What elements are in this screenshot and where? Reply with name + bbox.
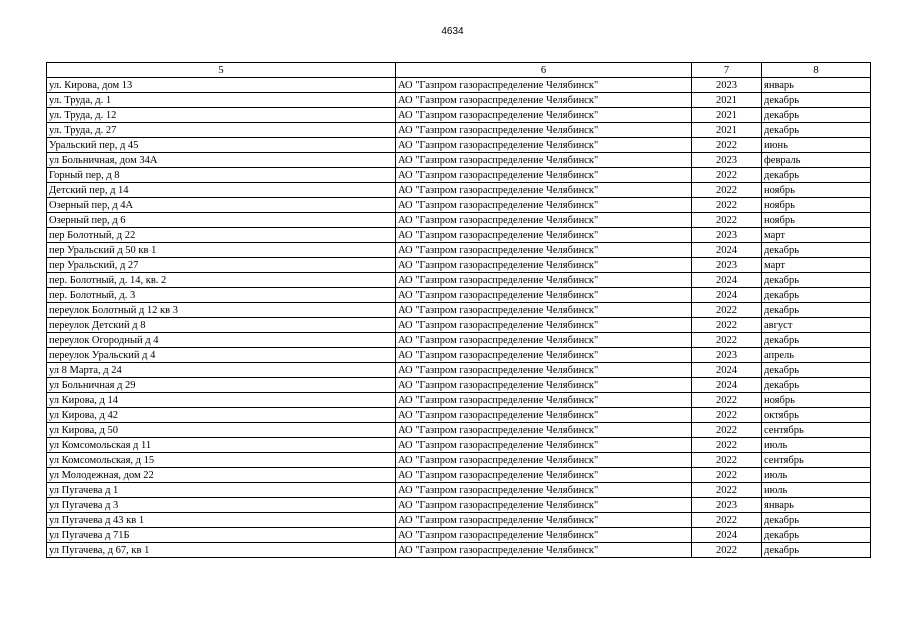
register-table bbox=[46, 62, 871, 558]
table-row bbox=[47, 108, 871, 123]
address-cell: переулок Огородный д 4 bbox=[47, 333, 396, 348]
organization-cell: АО "Газпром газораспределение Челябинск" bbox=[396, 303, 692, 318]
address-cell: ул Кирова, д 14 bbox=[47, 393, 396, 408]
address-cell: Озерный пер, д 4А bbox=[47, 198, 396, 213]
month-cell: ноябрь bbox=[762, 213, 871, 228]
address-cell: переулок Болотный д 12 кв 3 bbox=[47, 303, 396, 318]
year-cell: 2023 bbox=[692, 258, 762, 273]
year-cell: 2024 bbox=[692, 378, 762, 393]
month-cell: декабрь bbox=[762, 168, 871, 183]
table-row bbox=[47, 183, 871, 198]
year-cell: 2022 bbox=[692, 213, 762, 228]
table-row bbox=[47, 393, 871, 408]
month-cell: декабрь bbox=[762, 513, 871, 528]
organization-cell: АО "Газпром газораспределение Челябинск" bbox=[396, 348, 692, 363]
table-row bbox=[47, 363, 871, 378]
organization-cell: АО "Газпром газораспределение Челябинск" bbox=[396, 288, 692, 303]
year-cell: 2022 bbox=[692, 333, 762, 348]
table-row bbox=[47, 78, 871, 93]
page-number: 4634 bbox=[441, 26, 464, 37]
table-row bbox=[47, 123, 871, 138]
table-row bbox=[47, 243, 871, 258]
month-cell: декабрь bbox=[762, 378, 871, 393]
year-cell: 2024 bbox=[692, 273, 762, 288]
table-row bbox=[47, 378, 871, 393]
table-row bbox=[47, 288, 871, 303]
month-cell: январь bbox=[762, 78, 871, 93]
address-cell: ул Пугачева д 1 bbox=[47, 483, 396, 498]
organization-cell: АО "Газпром газораспределение Челябинск" bbox=[396, 438, 692, 453]
address-cell: пер. Болотный, д. 14, кв. 2 bbox=[47, 273, 396, 288]
table-row bbox=[47, 318, 871, 333]
table-row bbox=[47, 258, 871, 273]
table-row bbox=[47, 303, 871, 318]
organization-cell: АО "Газпром газораспределение Челябинск" bbox=[396, 183, 692, 198]
table-row bbox=[47, 483, 871, 498]
table-row bbox=[47, 228, 871, 243]
year-cell: 2022 bbox=[692, 303, 762, 318]
organization-cell: АО "Газпром газораспределение Челябинск" bbox=[396, 243, 692, 258]
column-header-7: 7 bbox=[692, 63, 762, 78]
year-cell: 2022 bbox=[692, 198, 762, 213]
address-cell: ул Пугачева, д 67, кв 1 bbox=[47, 543, 396, 558]
address-cell: ул Пугачева д 3 bbox=[47, 498, 396, 513]
table-row bbox=[47, 468, 871, 483]
address-cell: Уральский пер, д 45 bbox=[47, 138, 396, 153]
year-cell: 2024 bbox=[692, 363, 762, 378]
address-cell: переулок Уральский д 4 bbox=[47, 348, 396, 363]
organization-cell: АО "Газпром газораспределение Челябинск" bbox=[396, 483, 692, 498]
table-row bbox=[47, 93, 871, 108]
organization-cell: АО "Газпром газораспределение Челябинск" bbox=[396, 93, 692, 108]
year-cell: 2023 bbox=[692, 498, 762, 513]
address-cell: ул. Труда, д. 1 bbox=[47, 93, 396, 108]
year-cell: 2022 bbox=[692, 408, 762, 423]
organization-cell: АО "Газпром газораспределение Челябинск" bbox=[396, 153, 692, 168]
month-cell: апрель bbox=[762, 348, 871, 363]
organization-cell: АО "Газпром газораспределение Челябинск" bbox=[396, 318, 692, 333]
address-cell: ул. Труда, д. 12 bbox=[47, 108, 396, 123]
organization-cell: АО "Газпром газораспределение Челябинск" bbox=[396, 213, 692, 228]
month-cell: декабрь bbox=[762, 243, 871, 258]
month-cell: июль bbox=[762, 468, 871, 483]
month-cell: сентябрь bbox=[762, 423, 871, 438]
month-cell: август bbox=[762, 318, 871, 333]
organization-cell: АО "Газпром газораспределение Челябинск" bbox=[396, 408, 692, 423]
header-row bbox=[47, 63, 871, 78]
month-cell: ноябрь bbox=[762, 393, 871, 408]
month-cell: ноябрь bbox=[762, 198, 871, 213]
table-row bbox=[47, 528, 871, 543]
year-cell: 2022 bbox=[692, 168, 762, 183]
organization-cell: АО "Газпром газораспределение Челябинск" bbox=[396, 108, 692, 123]
organization-cell: АО "Газпром газораспределение Челябинск" bbox=[396, 168, 692, 183]
address-cell: пер. Болотный, д. 3 bbox=[47, 288, 396, 303]
register-body bbox=[47, 78, 871, 558]
table-row bbox=[47, 153, 871, 168]
year-cell: 2022 bbox=[692, 483, 762, 498]
address-cell: ул Больничная, дом 34А bbox=[47, 153, 396, 168]
column-header-6: 6 bbox=[396, 63, 692, 78]
table-row bbox=[47, 423, 871, 438]
month-cell: март bbox=[762, 228, 871, 243]
table-row bbox=[47, 168, 871, 183]
year-cell: 2024 bbox=[692, 528, 762, 543]
address-cell: переулок Детский д 8 bbox=[47, 318, 396, 333]
year-cell: 2021 bbox=[692, 108, 762, 123]
month-cell: сентябрь bbox=[762, 453, 871, 468]
year-cell: 2022 bbox=[692, 468, 762, 483]
address-cell: Горный пер, д 8 bbox=[47, 168, 396, 183]
organization-cell: АО "Газпром газораспределение Челябинск" bbox=[396, 138, 692, 153]
address-cell: Детский пер, д 14 bbox=[47, 183, 396, 198]
month-cell: декабрь bbox=[762, 108, 871, 123]
table-row bbox=[47, 213, 871, 228]
organization-cell: АО "Газпром газораспределение Челябинск" bbox=[396, 333, 692, 348]
address-cell: ул. Труда, д. 27 bbox=[47, 123, 396, 138]
month-cell: декабрь bbox=[762, 543, 871, 558]
table-row bbox=[47, 498, 871, 513]
year-cell: 2022 bbox=[692, 543, 762, 558]
table-row bbox=[47, 513, 871, 528]
month-cell: июль bbox=[762, 438, 871, 453]
address-cell: ул Больничная д 29 bbox=[47, 378, 396, 393]
organization-cell: АО "Газпром газораспределение Челябинск" bbox=[396, 393, 692, 408]
table-row bbox=[47, 408, 871, 423]
address-cell: пер Уральский д 50 кв 1 bbox=[47, 243, 396, 258]
organization-cell: АО "Газпром газораспределение Челябинск" bbox=[396, 528, 692, 543]
year-cell: 2023 bbox=[692, 153, 762, 168]
month-cell: декабрь bbox=[762, 333, 871, 348]
month-cell: декабрь bbox=[762, 528, 871, 543]
address-cell: ул. Кирова, дом 13 bbox=[47, 78, 396, 93]
table-row bbox=[47, 333, 871, 348]
address-cell: ул Комсомольская, д 15 bbox=[47, 453, 396, 468]
year-cell: 2021 bbox=[692, 123, 762, 138]
organization-cell: АО "Газпром газораспределение Челябинск" bbox=[396, 468, 692, 483]
organization-cell: АО "Газпром газораспределение Челябинск" bbox=[396, 198, 692, 213]
table-row bbox=[47, 453, 871, 468]
column-header-5: 5 bbox=[47, 63, 396, 78]
year-cell: 2024 bbox=[692, 288, 762, 303]
organization-cell: АО "Газпром газораспределение Челябинск" bbox=[396, 543, 692, 558]
organization-cell: АО "Газпром газораспределение Челябинск" bbox=[396, 273, 692, 288]
month-cell: декабрь bbox=[762, 93, 871, 108]
address-cell: ул Молодежная, дом 22 bbox=[47, 468, 396, 483]
year-cell: 2022 bbox=[692, 513, 762, 528]
month-cell: март bbox=[762, 258, 871, 273]
organization-cell: АО "Газпром газораспределение Челябинск" bbox=[396, 363, 692, 378]
year-cell: 2023 bbox=[692, 78, 762, 93]
table-row bbox=[47, 273, 871, 288]
column-header-8: 8 bbox=[762, 63, 871, 78]
table-row bbox=[47, 438, 871, 453]
month-cell: февраль bbox=[762, 153, 871, 168]
year-cell: 2023 bbox=[692, 348, 762, 363]
month-cell: декабрь bbox=[762, 273, 871, 288]
organization-cell: АО "Газпром газораспределение Челябинск" bbox=[396, 513, 692, 528]
month-cell: июль bbox=[762, 483, 871, 498]
year-cell: 2022 bbox=[692, 453, 762, 468]
address-cell: ул Пугачева д 43 кв 1 bbox=[47, 513, 396, 528]
year-cell: 2022 bbox=[692, 393, 762, 408]
year-cell: 2023 bbox=[692, 228, 762, 243]
year-cell: 2022 bbox=[692, 318, 762, 333]
table-row bbox=[47, 348, 871, 363]
month-cell: ноябрь bbox=[762, 183, 871, 198]
organization-cell: АО "Газпром газораспределение Челябинск" bbox=[396, 453, 692, 468]
address-cell: ул 8 Марта, д 24 bbox=[47, 363, 396, 378]
month-cell: декабрь bbox=[762, 123, 871, 138]
month-cell: июнь bbox=[762, 138, 871, 153]
organization-cell: АО "Газпром газораспределение Челябинск" bbox=[396, 78, 692, 93]
month-cell: декабрь bbox=[762, 288, 871, 303]
month-cell: октябрь bbox=[762, 408, 871, 423]
year-cell: 2022 bbox=[692, 438, 762, 453]
table-row bbox=[47, 198, 871, 213]
year-cell: 2022 bbox=[692, 423, 762, 438]
month-cell: декабрь bbox=[762, 363, 871, 378]
organization-cell: АО "Газпром газораспределение Челябинск" bbox=[396, 378, 692, 393]
month-cell: декабрь bbox=[762, 303, 871, 318]
address-cell: пер Уральский, д 27 bbox=[47, 258, 396, 273]
year-cell: 2021 bbox=[692, 93, 762, 108]
organization-cell: АО "Газпром газораспределение Челябинск" bbox=[396, 258, 692, 273]
address-cell: ул Кирова, д 42 bbox=[47, 408, 396, 423]
address-cell: ул Кирова, д 50 bbox=[47, 423, 396, 438]
organization-cell: АО "Газпром газораспределение Челябинск" bbox=[396, 423, 692, 438]
month-cell: январь bbox=[762, 498, 871, 513]
table-row bbox=[47, 543, 871, 558]
year-cell: 2024 bbox=[692, 243, 762, 258]
table-row bbox=[47, 138, 871, 153]
year-cell: 2022 bbox=[692, 183, 762, 198]
organization-cell: АО "Газпром газораспределение Челябинск" bbox=[396, 228, 692, 243]
address-cell: пер Болотный, д 22 bbox=[47, 228, 396, 243]
year-cell: 2022 bbox=[692, 138, 762, 153]
address-cell: ул Комсомольская д 11 bbox=[47, 438, 396, 453]
organization-cell: АО "Газпром газораспределение Челябинск" bbox=[396, 123, 692, 138]
address-cell: ул Пугачева д 71Б bbox=[47, 528, 396, 543]
organization-cell: АО "Газпром газораспределение Челябинск" bbox=[396, 498, 692, 513]
address-cell: Озерный пер, д 6 bbox=[47, 213, 396, 228]
